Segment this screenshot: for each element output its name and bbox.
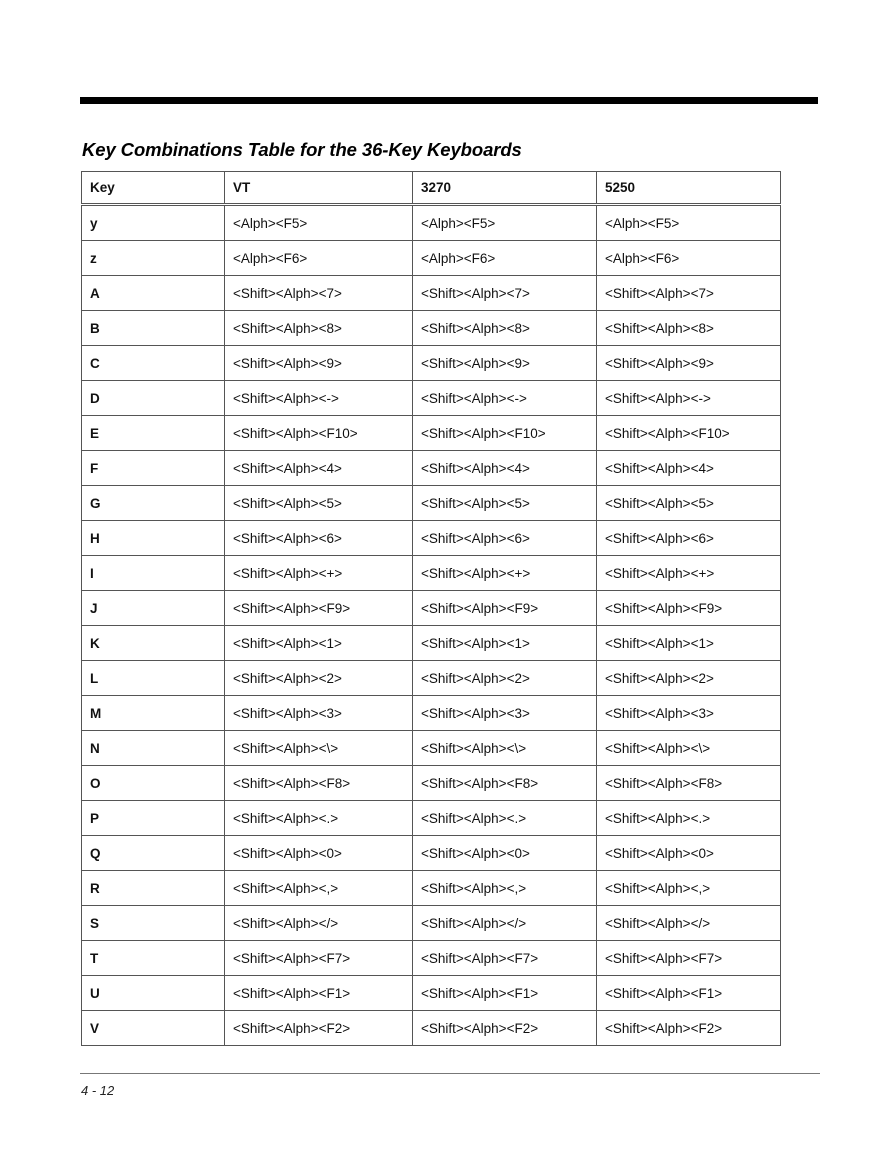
vt-cell: <Shift><Alph><.> [225,801,413,836]
table-row [82,556,781,591]
key-cell: L [82,661,225,696]
header-5250: 5250 [597,172,781,205]
vt-cell: <Shift><Alph><5> [225,486,413,521]
vt-cell: <Shift><Alph><F10> [225,416,413,451]
key-cell: I [82,556,225,591]
table-row [82,416,781,451]
vt-cell: <Shift><Alph><F2> [225,1011,413,1046]
3270-cell: <Shift><Alph><8> [413,311,597,346]
vt-cell: <Shift><Alph><4> [225,451,413,486]
table-row [82,311,781,346]
3270-cell: <Shift><Alph><,> [413,871,597,906]
vt-cell: <Alph><F6> [225,241,413,276]
table-row [82,241,781,276]
table-header-row [82,172,781,205]
table-row [82,451,781,486]
vt-cell: <Shift><Alph><F1> [225,976,413,1011]
3270-cell: <Shift><Alph><F2> [413,1011,597,1046]
table-row [82,626,781,661]
key-cell: F [82,451,225,486]
5250-cell: <Shift><Alph></> [597,906,781,941]
table-row [82,661,781,696]
5250-cell: <Shift><Alph><1> [597,626,781,661]
5250-cell: <Shift><Alph><0> [597,836,781,871]
5250-cell: <Shift><Alph><F1> [597,976,781,1011]
key-cell: D [82,381,225,416]
3270-cell: <Shift><Alph><2> [413,661,597,696]
vt-cell: <Shift><Alph><7> [225,276,413,311]
header-3270: 3270 [413,172,597,205]
key-cell: K [82,626,225,661]
vt-cell: <Shift><Alph><6> [225,521,413,556]
3270-cell: <Shift><Alph><6> [413,521,597,556]
3270-cell: <Shift><Alph><F9> [413,591,597,626]
table-row [82,766,781,801]
5250-cell: <Shift><Alph><9> [597,346,781,381]
5250-cell: <Shift><Alph><F9> [597,591,781,626]
table-body [82,205,781,1046]
key-cell: R [82,871,225,906]
5250-cell: <Shift><Alph><\> [597,731,781,766]
table-row [82,871,781,906]
5250-cell: <Shift><Alph><3> [597,696,781,731]
3270-cell: <Shift><Alph></> [413,906,597,941]
table-row [82,731,781,766]
3270-cell: <Shift><Alph><5> [413,486,597,521]
table-row [82,801,781,836]
vt-cell: <Shift><Alph></> [225,906,413,941]
3270-cell: <Shift><Alph><\> [413,731,597,766]
3270-cell: <Shift><Alph><3> [413,696,597,731]
table-row [82,941,781,976]
key-cell: B [82,311,225,346]
3270-cell: <Shift><Alph><0> [413,836,597,871]
5250-cell: <Shift><Alph><F7> [597,941,781,976]
table-row [82,205,781,241]
3270-cell: <Alph><F6> [413,241,597,276]
vt-cell: <Shift><Alph><8> [225,311,413,346]
key-cell: z [82,241,225,276]
header-key: Key [82,172,225,205]
key-cell: T [82,941,225,976]
vt-cell: <Shift><Alph><2> [225,661,413,696]
vt-cell: <Shift><Alph><\> [225,731,413,766]
5250-cell: <Shift><Alph><.> [597,801,781,836]
key-cell: H [82,521,225,556]
key-cell: J [82,591,225,626]
5250-cell: <Shift><Alph><F8> [597,766,781,801]
key-cell: V [82,1011,225,1046]
table-row [82,486,781,521]
vt-cell: <Shift><Alph><-> [225,381,413,416]
5250-cell: <Shift><Alph><4> [597,451,781,486]
bottom-rule [80,1073,820,1074]
page-title: Key Combinations Table for the 36-Key Keyboards [82,139,522,160]
key-cell: P [82,801,225,836]
table-row [82,976,781,1011]
table-row [82,381,781,416]
key-cell: U [82,976,225,1011]
table-row [82,836,781,871]
vt-cell: <Shift><Alph><F7> [225,941,413,976]
table-row [82,346,781,381]
3270-cell: <Shift><Alph><9> [413,346,597,381]
header-vt: VT [225,172,413,205]
5250-cell: <Shift><Alph><+> [597,556,781,591]
key-combinations-table [81,171,781,1046]
page-number: 4 - 12 [81,1083,115,1098]
vt-cell: <Shift><Alph><0> [225,836,413,871]
key-cell: G [82,486,225,521]
5250-cell: <Alph><F6> [597,241,781,276]
key-cell: M [82,696,225,731]
vt-cell: <Shift><Alph><F9> [225,591,413,626]
table-row [82,591,781,626]
vt-cell: <Shift><Alph><F8> [225,766,413,801]
3270-cell: <Shift><Alph><+> [413,556,597,591]
3270-cell: <Shift><Alph><7> [413,276,597,311]
3270-cell: <Shift><Alph><F8> [413,766,597,801]
5250-cell: <Shift><Alph><F2> [597,1011,781,1046]
5250-cell: <Shift><Alph><-> [597,381,781,416]
3270-cell: <Shift><Alph><F1> [413,976,597,1011]
5250-cell: <Shift><Alph><2> [597,661,781,696]
3270-cell: <Shift><Alph><.> [413,801,597,836]
key-cell: y [82,205,225,241]
key-cell: C [82,346,225,381]
vt-cell: <Alph><F5> [225,205,413,241]
3270-cell: <Shift><Alph><4> [413,451,597,486]
5250-cell: <Alph><F5> [597,205,781,241]
table-row [82,276,781,311]
vt-cell: <Shift><Alph><9> [225,346,413,381]
5250-cell: <Shift><Alph><5> [597,486,781,521]
3270-cell: <Shift><Alph><1> [413,626,597,661]
key-cell: E [82,416,225,451]
3270-cell: <Shift><Alph><-> [413,381,597,416]
vt-cell: <Shift><Alph><+> [225,556,413,591]
table-row [82,521,781,556]
key-cell: N [82,731,225,766]
key-cell: O [82,766,225,801]
table-row [82,906,781,941]
3270-cell: <Shift><Alph><F7> [413,941,597,976]
top-rule [80,97,818,104]
vt-cell: <Shift><Alph><,> [225,871,413,906]
5250-cell: <Shift><Alph><6> [597,521,781,556]
table-row [82,1011,781,1046]
5250-cell: <Shift><Alph><,> [597,871,781,906]
key-cell: A [82,276,225,311]
5250-cell: <Shift><Alph><8> [597,311,781,346]
vt-cell: <Shift><Alph><3> [225,696,413,731]
3270-cell: <Shift><Alph><F10> [413,416,597,451]
key-cell: S [82,906,225,941]
3270-cell: <Alph><F5> [413,205,597,241]
5250-cell: <Shift><Alph><F10> [597,416,781,451]
table-row [82,696,781,731]
5250-cell: <Shift><Alph><7> [597,276,781,311]
key-cell: Q [82,836,225,871]
vt-cell: <Shift><Alph><1> [225,626,413,661]
